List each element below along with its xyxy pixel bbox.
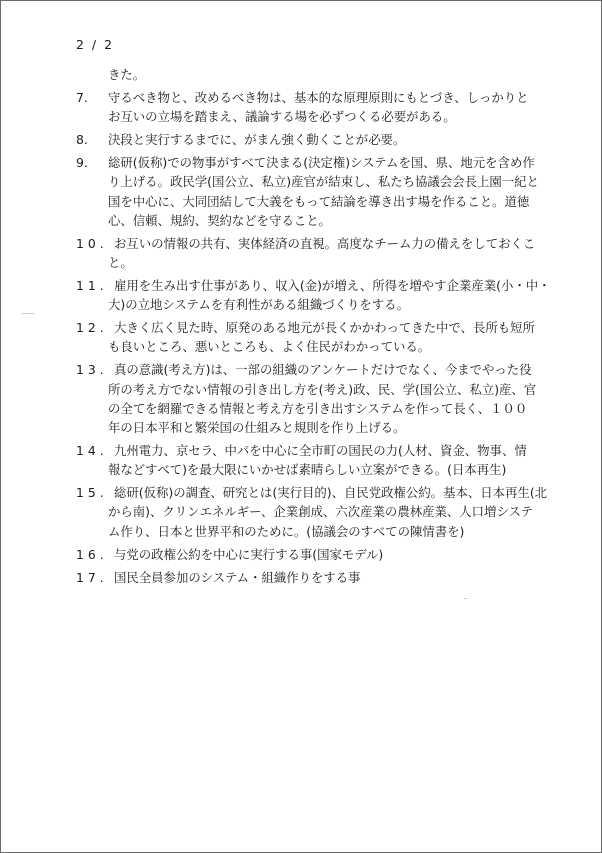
item-number: 7. xyxy=(76,90,88,105)
item-number: 12. xyxy=(76,320,108,336)
item-line: 総研(仮称)での物事がすべて決まる(決定権)システムを国、県、地元を含め作 xyxy=(108,155,535,171)
item-line: 大きく広く見た時、原発のある地元が長くかかわってきた中で、長所も短所 xyxy=(114,320,535,336)
item-line: お互いの情報の共有、実体経済の直視。高度なチーム力の備えをしておくこ xyxy=(114,235,536,251)
item-line: 所の考え方でない情報の引き出し方を(考え)政、民、学(国公立、私立)産、官 xyxy=(108,381,537,397)
item-line: 国民全員参加のシステム・組織作りをする事 xyxy=(114,569,361,585)
item-number: 9. xyxy=(76,155,88,171)
item-line: の全てを網羅できる情報と考え方を引き出すシステムを作って長く、１００ xyxy=(108,400,528,416)
item-line: 大)の立地システムを有利性がある組織づくりをする。 xyxy=(108,297,409,313)
item-line: 国を中心に、大同団結して大義をもって結論を導き出す場を作ること。道徳 xyxy=(108,193,530,209)
page-number: 2 / 2 xyxy=(76,37,115,52)
scan-mark xyxy=(22,313,34,314)
item-line: ム作り、日本と世界平和のために。(協議会のすべての陳情書を) xyxy=(108,523,465,539)
item-line: 心、信頼、規約、契約などを守ること。 xyxy=(108,212,332,228)
item-line: 総研(仮称)の調査、研究とは(実行目的)、自民党政権公約。基本、日本再生(北 xyxy=(114,485,548,501)
item-number: 11. xyxy=(76,278,108,293)
item-line: 報などすべて)を最大限にいかせば素晴らしい立案ができる。(日本再生) xyxy=(108,462,507,478)
item-line: 決段と実行するまでに、がまん強く動くことが必要。 xyxy=(108,132,406,148)
item-line: 真の意識(考え方)は、一部の組織のアンケートだけでなく、今までやった役 xyxy=(114,362,532,378)
item-line: と。 xyxy=(108,255,133,270)
item-line: お互いの立場を踏まえ、議論する場を必ずつくる必要がある。 xyxy=(108,109,456,125)
item-number: 15. xyxy=(76,485,108,501)
item-line: 年の日本平和と繁栄国の仕組みと規則を作り上げる。 xyxy=(108,420,406,435)
item-number: 10. xyxy=(76,235,108,251)
item-line: も良いところ、悪いところも、よく住民がわかっている。 xyxy=(108,339,431,355)
item-number: 17. xyxy=(76,569,108,585)
item-line: から南)、クリンエネルギー、企業創成、六次産業の農林産業、人口増システ xyxy=(108,504,533,520)
item-line: り上げる。政民学(国公立、私立)産官が結束し、私たち協議会会長上園一紀と xyxy=(108,174,539,190)
item-line: 雇用を生み出す仕事があり、収入(金)が増え、所得を増やす企業産業(小・中・ xyxy=(114,278,551,293)
item-number: 8. xyxy=(76,132,88,148)
item-number: 13. xyxy=(76,362,108,378)
item-line: 九州電力、京セラ、中パを中心に全市町の国民の力(人材、資金、物事、情 xyxy=(114,443,527,458)
item-line: 守るべき物と、改めるべき物は、基本的な原理原則にもとづき、しっかりと xyxy=(108,90,529,105)
item-number: 16. xyxy=(76,546,108,562)
continuation-line: きた。 xyxy=(108,67,146,82)
item-line: 与党の政権公約を中心に実行する事(国家モデル) xyxy=(114,546,384,562)
scan-mark xyxy=(464,598,467,599)
item-number: 14. xyxy=(76,443,108,458)
